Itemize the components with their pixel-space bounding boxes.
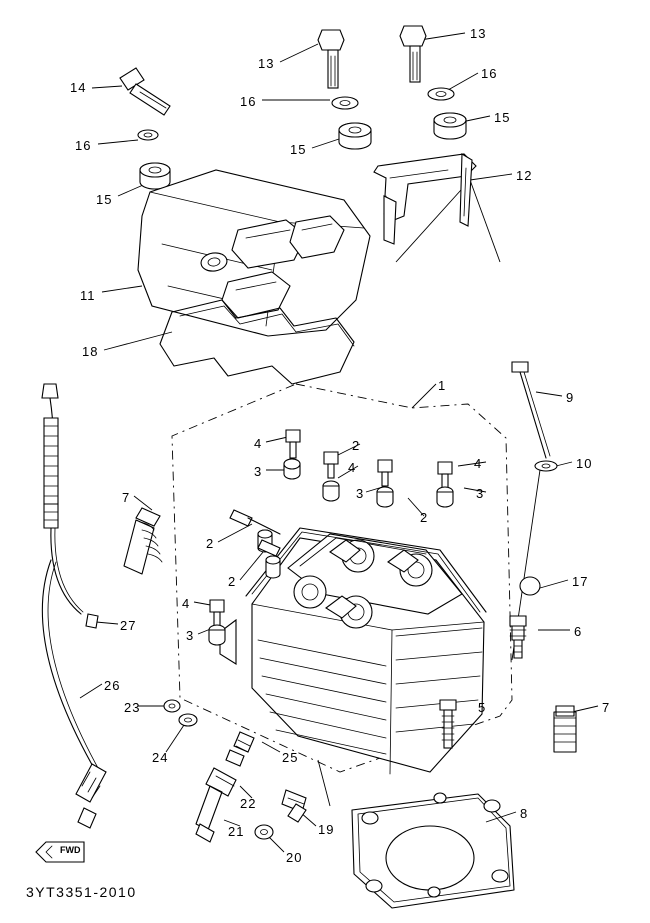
callout-1: 1 [438, 378, 447, 393]
callout-26: 26 [104, 678, 121, 693]
callout-16-center: 16 [240, 94, 257, 109]
callout-25: 25 [282, 750, 299, 765]
fwd-direction-label: FWD [60, 845, 81, 855]
callout-7-a: 7 [122, 490, 131, 505]
callout-5: 5 [478, 700, 487, 715]
callout-14: 14 [70, 80, 87, 95]
callout-4-a: 4 [254, 436, 263, 451]
callout-3-d: 3 [186, 628, 195, 643]
callout-24: 24 [152, 750, 169, 765]
callout-13-right: 13 [470, 26, 487, 41]
callout-20: 20 [286, 850, 303, 865]
callout-11: 11 [80, 288, 96, 303]
callout-3-b: 3 [356, 486, 365, 501]
callout-4-c: 4 [474, 456, 483, 471]
callout-27: 27 [120, 618, 137, 633]
callout-3-a: 3 [254, 464, 263, 479]
callout-9: 9 [566, 390, 575, 405]
callout-6: 6 [574, 624, 583, 639]
callout-16-left: 16 [75, 138, 92, 153]
callout-3-c: 3 [476, 486, 485, 501]
callout-8: 8 [520, 806, 529, 821]
callout-2-b: 2 [420, 510, 429, 525]
callout-23: 23 [124, 700, 141, 715]
callout-18: 18 [82, 344, 99, 359]
callout-17: 17 [572, 574, 589, 589]
callout-4-d: 4 [182, 596, 191, 611]
callout-22: 22 [240, 796, 257, 811]
diagram-part-number: 3YT3351-2010 [26, 884, 137, 900]
callout-13-center: 13 [258, 56, 275, 71]
callout-15-center: 15 [290, 142, 307, 157]
callout-16-right: 16 [481, 66, 498, 81]
callout-19: 19 [318, 822, 335, 837]
callout-15-right: 15 [494, 110, 511, 125]
callout-10: 10 [576, 456, 593, 471]
callout-2-a: 2 [352, 438, 361, 453]
callout-15-left: 15 [96, 192, 113, 207]
callout-2-d: 2 [228, 574, 237, 589]
callout-12: 12 [516, 168, 533, 183]
callout-7-b: 7 [602, 700, 611, 715]
callout-4-b: 4 [348, 460, 357, 475]
callout-21: 21 [228, 824, 245, 839]
callout-2-c: 2 [206, 536, 215, 551]
